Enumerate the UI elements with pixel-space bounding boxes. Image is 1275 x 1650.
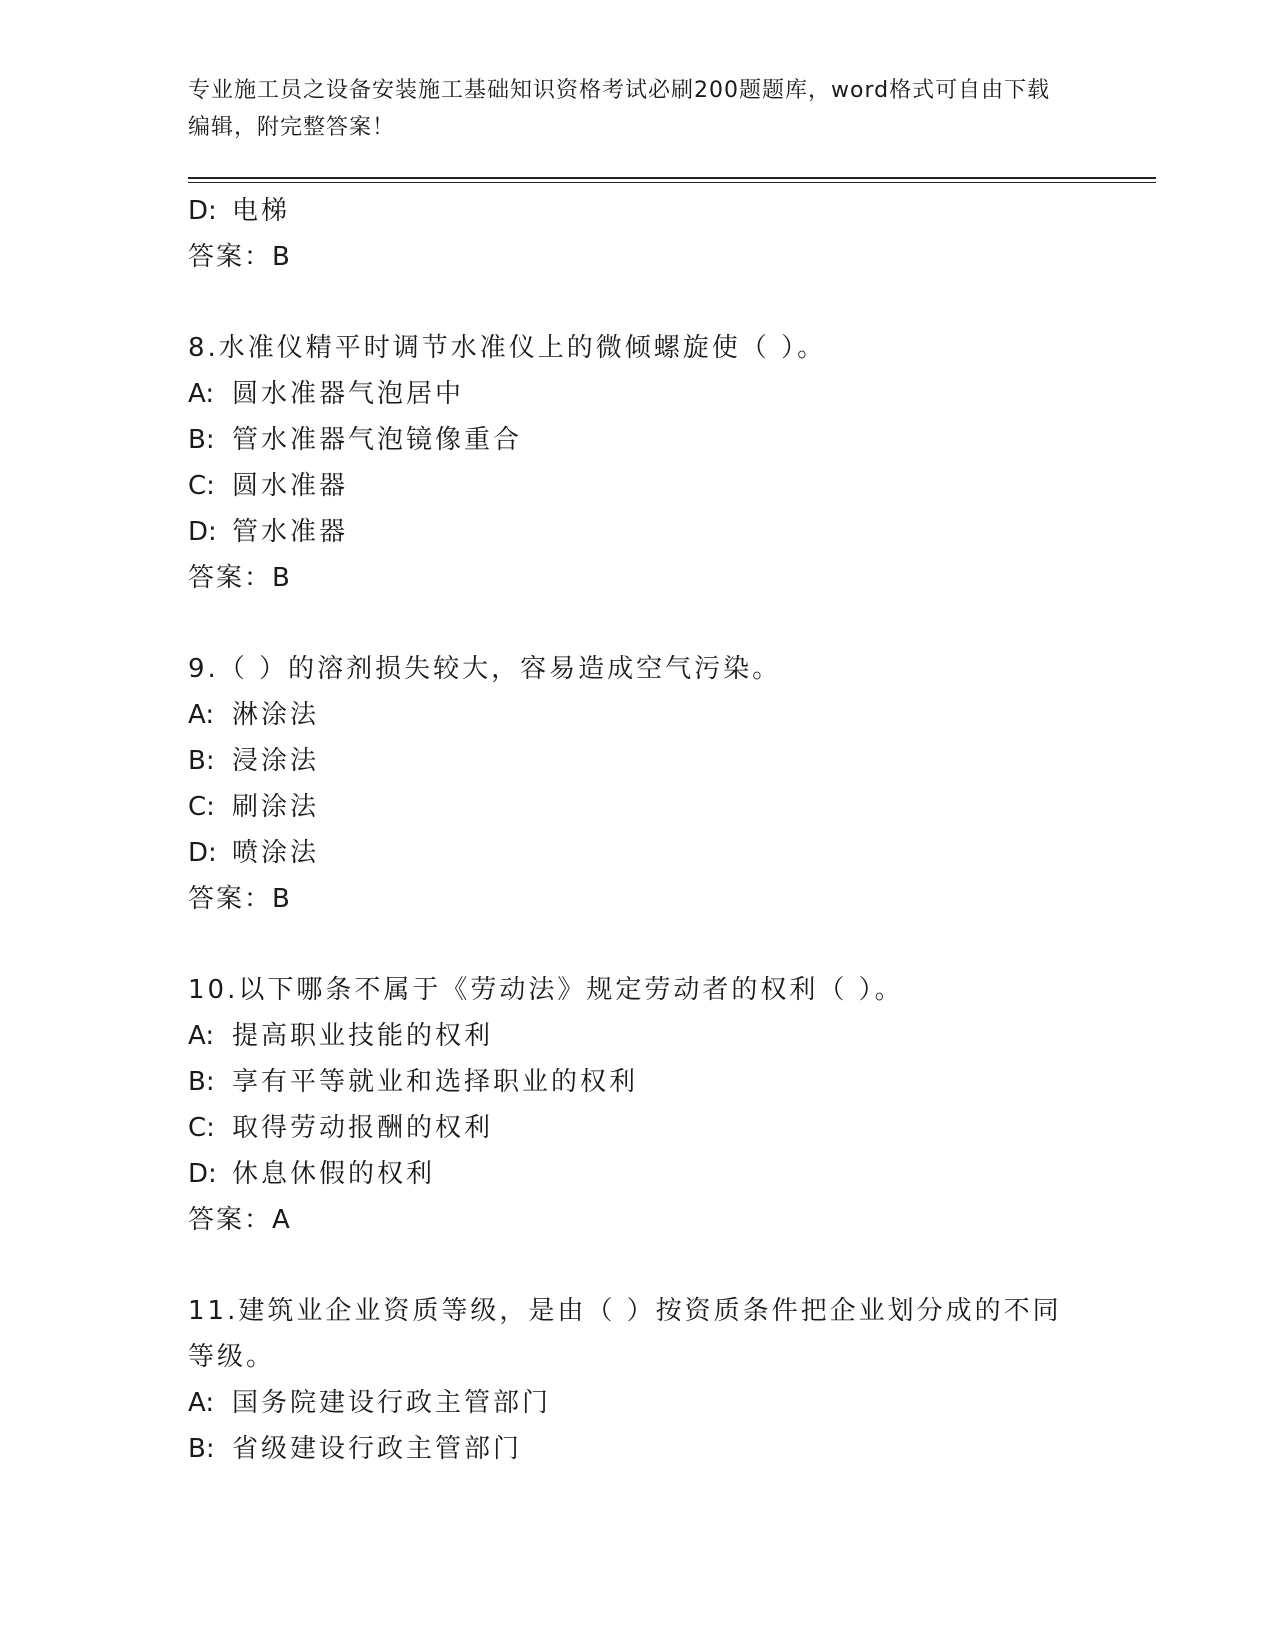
option-label: A:: [188, 379, 215, 409]
option-label: C:: [188, 471, 215, 501]
answer-line: 答案：A: [188, 1205, 292, 1235]
option-d: [188, 188, 1088, 234]
option-text: 喷涂法: [232, 838, 320, 868]
option-c: [188, 463, 1088, 509]
option-text: 刷涂法: [232, 792, 320, 822]
option-text: 圆水准器: [232, 471, 349, 501]
option-a: [188, 692, 1088, 738]
option-text: 省级建设行政主管部门: [232, 1434, 523, 1464]
option-label: B:: [188, 1434, 215, 1464]
option-b: [188, 738, 1088, 784]
question-list: [188, 188, 1088, 1472]
option-label: C:: [188, 792, 215, 822]
document-header: 专业施工员之设备安装施工基础知识资格考试必刷200题题库，word格式可自由下载编辑，附完整答案！: [188, 78, 1051, 140]
option-a: [188, 1380, 1088, 1426]
option-text: 浸涂法: [232, 746, 320, 776]
option-text: 提高职业技能的权利: [232, 1021, 494, 1051]
option-c: [188, 1105, 1088, 1151]
option-b: [188, 1059, 1088, 1105]
option-label: D:: [188, 517, 217, 547]
header-rule-thin: [188, 182, 1156, 183]
option-label: B:: [188, 746, 215, 776]
option-label: B:: [188, 1067, 215, 1097]
option-d: [188, 1151, 1088, 1197]
option-d: [188, 509, 1088, 555]
option-d: [188, 830, 1088, 876]
option-a: [188, 1013, 1088, 1059]
option-label: D:: [188, 196, 217, 226]
option-text: 电梯: [232, 196, 291, 226]
question-stem: 11.建筑业企业资质等级，是由（ ）按资质条件把企业划分成的不同等级。: [188, 1296, 1062, 1372]
option-text: 管水准器: [232, 517, 349, 547]
header-rule-thick: [188, 177, 1156, 179]
option-text: 休息休假的权利: [232, 1159, 436, 1189]
option-label: A:: [188, 700, 215, 730]
option-label: A:: [188, 1021, 215, 1051]
option-text: 淋涂法: [232, 700, 320, 730]
spacer: [188, 601, 1088, 646]
option-label: A:: [188, 1388, 215, 1418]
option-text: 享有平等就业和选择职业的权利: [232, 1067, 639, 1097]
question-stem: 10.以下哪条不属于《劳动法》规定劳动者的权利（ ）。: [188, 975, 904, 1005]
spacer: [188, 1243, 1088, 1288]
answer-line: 答案：B: [188, 563, 292, 593]
question-stem: 8.水准仪精平时调节水准仪上的微倾螺旋使（ ）。: [188, 333, 827, 363]
answer-line: 答案：B: [188, 242, 292, 272]
option-text: 取得劳动报酬的权利: [232, 1113, 494, 1143]
option-label: D:: [188, 838, 217, 868]
option-b: [188, 1426, 1088, 1472]
option-c: [188, 784, 1088, 830]
spacer: [188, 280, 1088, 325]
spacer: [188, 922, 1088, 967]
option-label: C:: [188, 1113, 215, 1143]
option-text: 管水准器气泡镜像重合: [232, 425, 523, 455]
option-text: 国务院建设行政主管部门: [232, 1388, 552, 1418]
option-a: [188, 371, 1088, 417]
option-b: [188, 417, 1088, 463]
option-label: B:: [188, 425, 215, 455]
option-text: 圆水准器气泡居中: [232, 379, 465, 409]
option-label: D:: [188, 1159, 217, 1189]
answer-line: 答案：B: [188, 884, 292, 914]
question-stem: 9.（ ）的溶剂损失较大，容易造成空气污染。: [188, 654, 782, 684]
